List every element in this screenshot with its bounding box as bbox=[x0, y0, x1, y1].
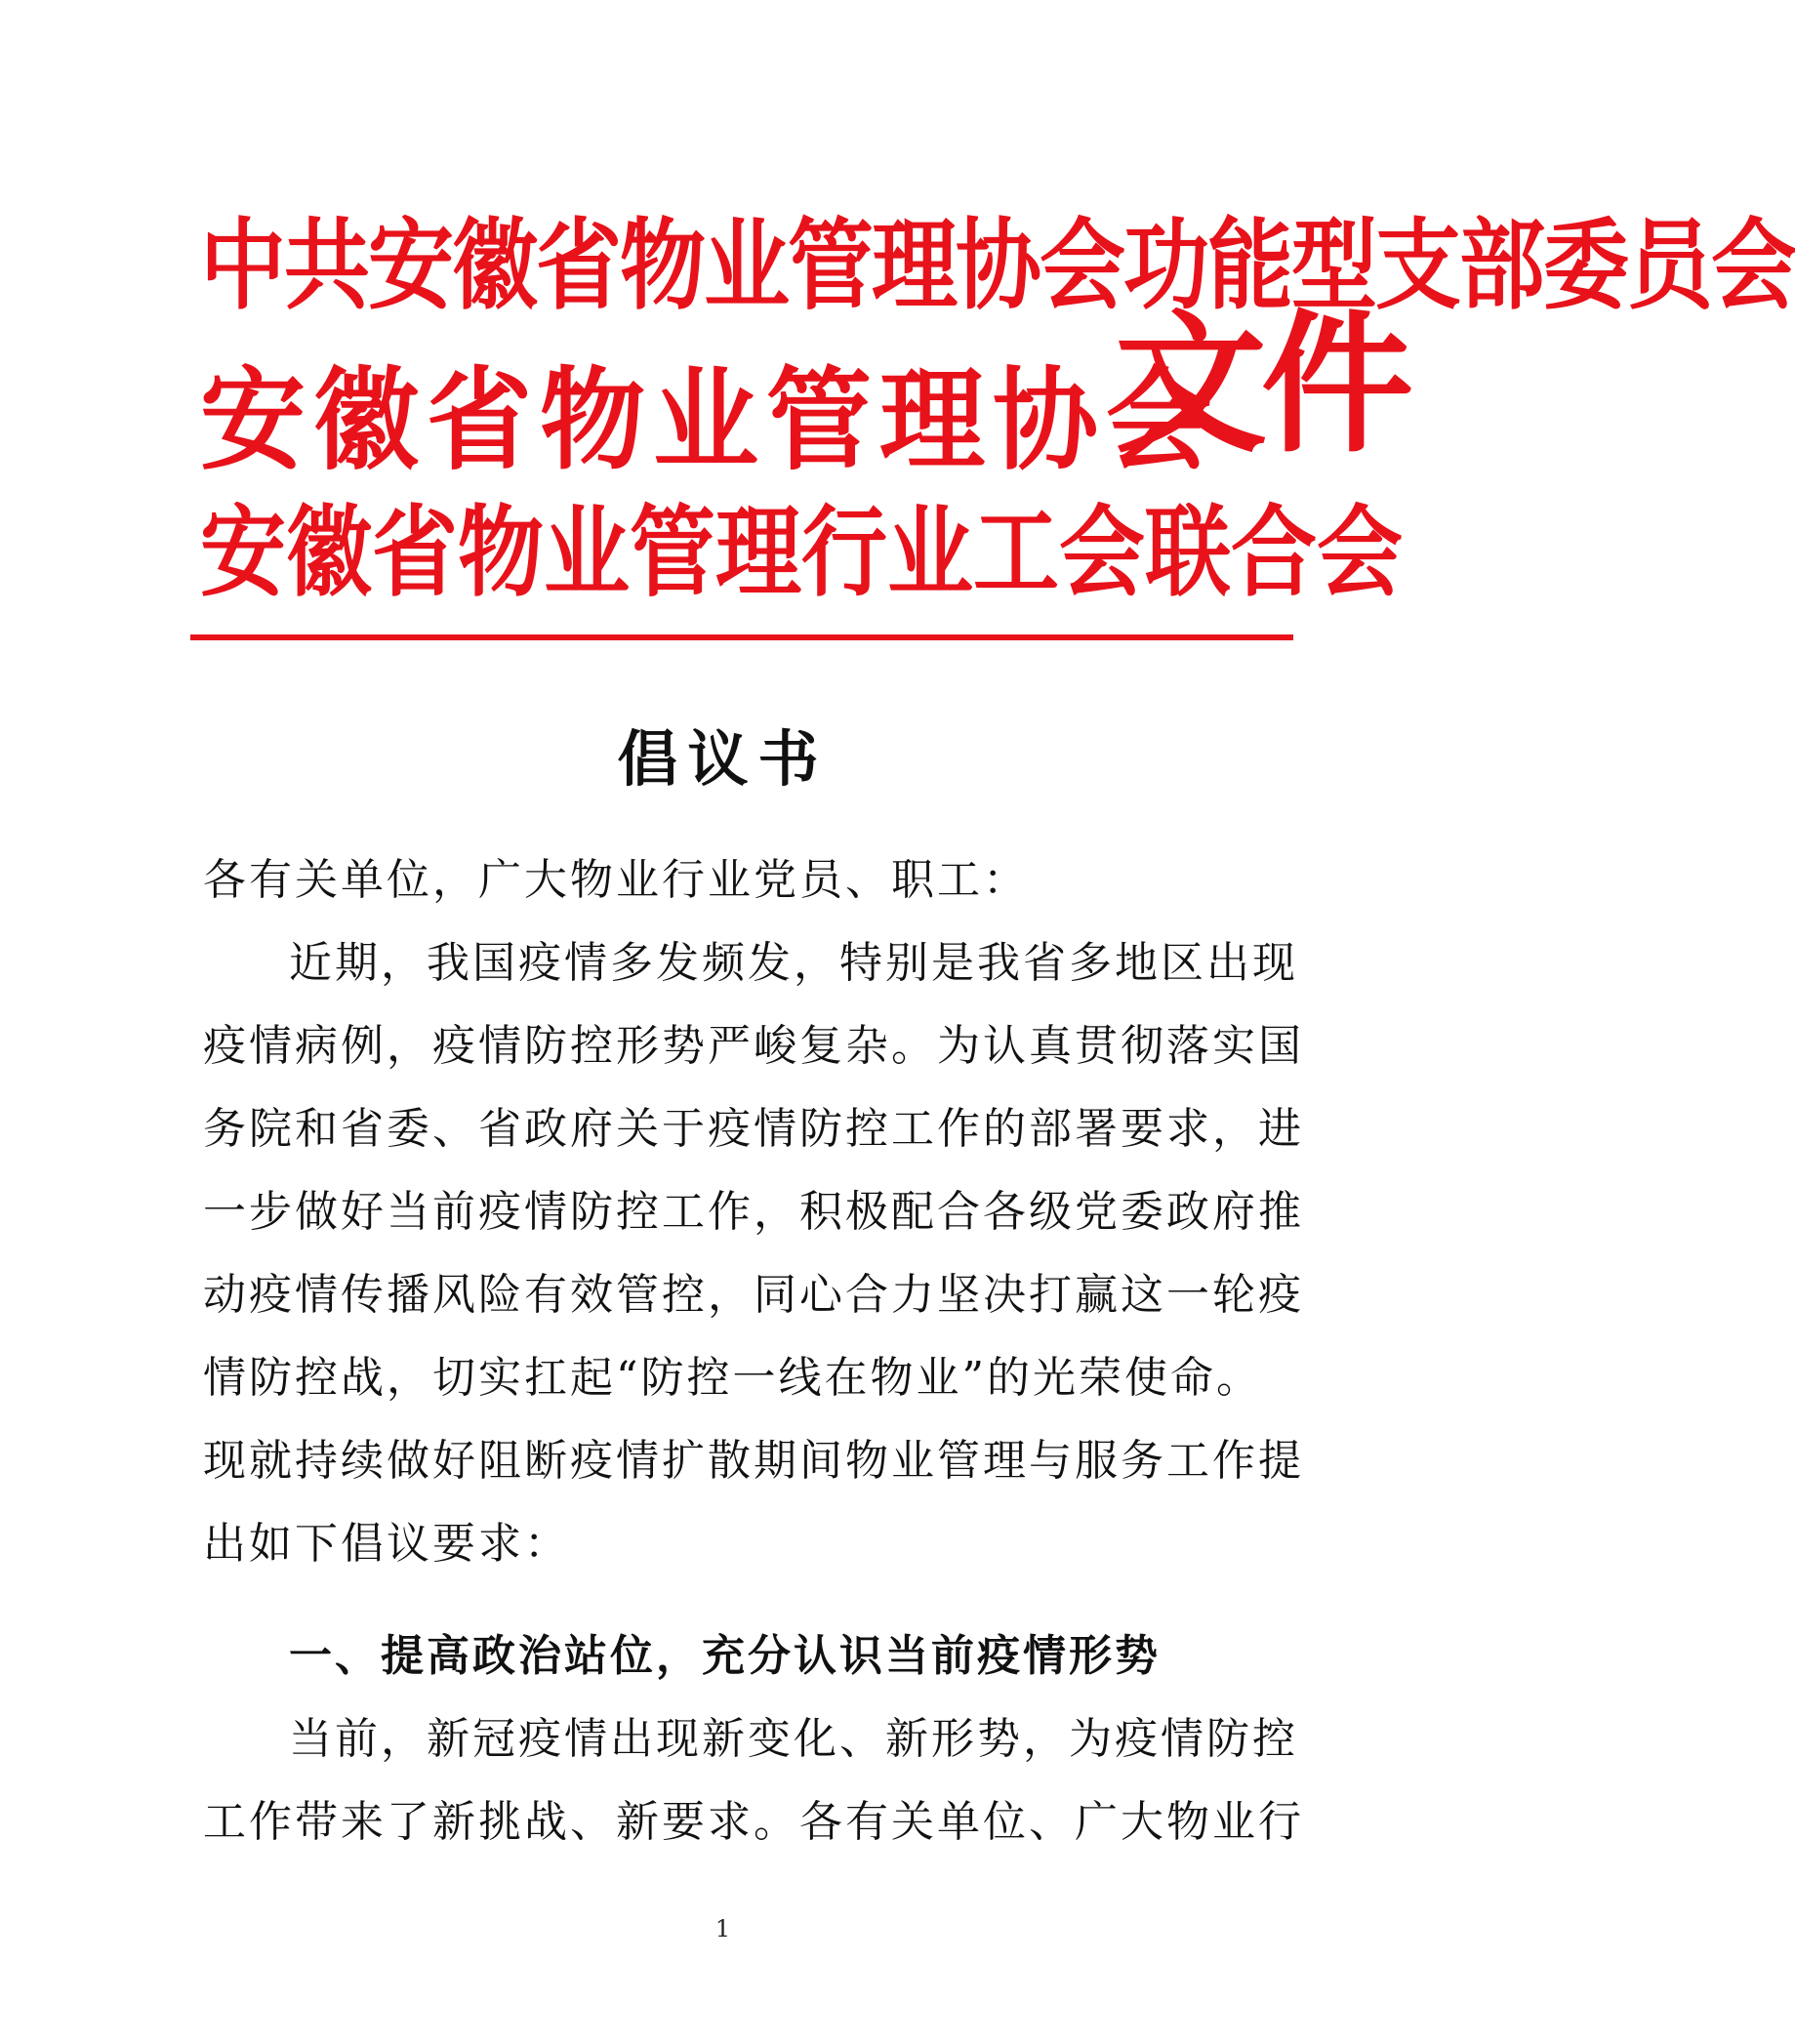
paragraph-line: 一步做好当前疫情防控工作，积极配合各级党委政府推 bbox=[203, 1187, 1304, 1237]
paragraph-line: 疫情病例，疫情防控形势严峻复杂。为认真贯彻落实国 bbox=[203, 1021, 1304, 1071]
paragraph-line: 出如下倡议要求： bbox=[203, 1519, 570, 1569]
document-word: 文件 bbox=[1115, 296, 1407, 473]
issuer-line-association: 安徽省物业管理协会 bbox=[200, 357, 1220, 486]
paragraph-line: 当前，新冠疫情出现新变化、新形势，为疫情防控 bbox=[289, 1714, 1298, 1764]
salutation: 各有关单位，广大物业行业党员、职工： bbox=[203, 855, 1029, 905]
paragraph-line: 现就持续做好阻断疫情扩散期间物业管理与服务工作提 bbox=[203, 1436, 1304, 1486]
paragraph-line: 近期，我国疫情多发频发，特别是我省多地区出现 bbox=[289, 938, 1298, 988]
red-header-rule bbox=[190, 634, 1293, 640]
page-number: 1 bbox=[714, 1915, 731, 1942]
issuer-line-party-branch: 中共安徽省物业管理协会功能型支部委员会 bbox=[200, 207, 1795, 324]
paragraph-line: 工作带来了新挑战、新要求。各有关单位、广大物业行 bbox=[203, 1797, 1304, 1847]
paragraph-line: 情防控战，切实扛起“防控一线在物业”的光荣使命。 bbox=[203, 1353, 1262, 1403]
paragraph-line: 务院和省委、省政府关于疫情防控工作的部署要求，进 bbox=[203, 1104, 1304, 1154]
section-heading: 一、提高政治站位，充分认识当前疫情形势 bbox=[289, 1631, 1161, 1681]
issuer-line-trade-union: 安徽省物业管理行业工会联合会 bbox=[200, 494, 1404, 611]
paragraph-line: 动疫情传播风险有效管控，同心合力坚决打赢这一轮疫 bbox=[203, 1270, 1304, 1320]
document-title: 倡议书 bbox=[617, 723, 829, 795]
